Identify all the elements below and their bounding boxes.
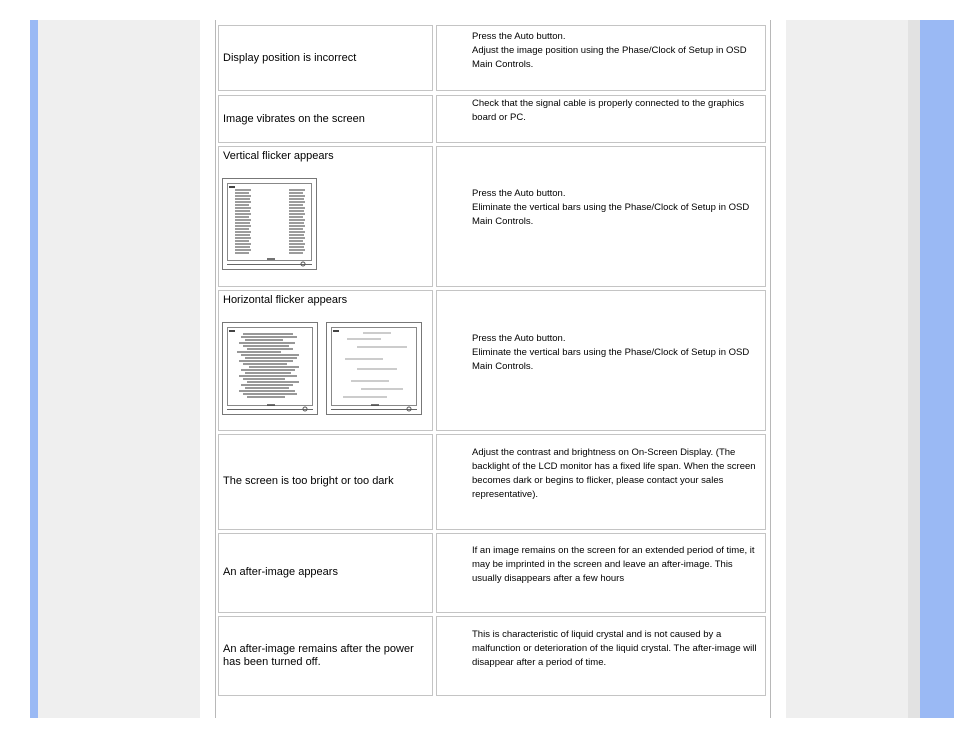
table-row xyxy=(218,290,766,431)
solution-cell xyxy=(436,95,766,143)
table-row xyxy=(218,95,766,143)
problem-text: Image vibrates on the screen xyxy=(223,113,365,125)
table-row xyxy=(218,616,766,696)
solution-cell xyxy=(436,533,766,613)
solution-line: If an image remains on the screen for an extended period of time, it may be imprinted in the screen and leave an after-image. This usually disappears after a few hours xyxy=(472,545,755,584)
problem-cell xyxy=(218,95,433,143)
right-margin-strip xyxy=(908,20,920,718)
problem-cell xyxy=(218,616,433,696)
horizontal-flicker-pattern-image xyxy=(222,322,318,415)
solution-line: This is characteristic of liquid crystal and is not caused by a malfunction or deterioration of the liquid crystal. The after-image will disappear after a period of time. xyxy=(472,629,757,668)
problem-cell xyxy=(218,533,433,613)
solution-line: Press the Auto button. xyxy=(472,333,566,344)
content-left-rule xyxy=(215,20,216,718)
solution-line: Press the Auto button. xyxy=(472,31,566,42)
problem-text: An after-image appears xyxy=(223,566,338,578)
horizontal-flicker-corrected-image xyxy=(326,322,422,415)
table-row xyxy=(218,533,766,613)
table-row xyxy=(218,25,766,91)
problem-text: Vertical flicker appears xyxy=(223,150,334,162)
right-accent-bar xyxy=(920,20,954,718)
content-right-rule xyxy=(770,20,771,718)
problem-cell xyxy=(218,146,433,287)
right-margin-panel xyxy=(786,20,920,718)
table-row xyxy=(218,146,766,287)
problem-text: An after-image remains after the power has been turned off. xyxy=(223,643,414,668)
solution-cell xyxy=(436,146,766,287)
solution-cell xyxy=(436,616,766,696)
solution-line: Eliminate the vertical bars using the Phase/Clock of Setup in OSD Main Controls. xyxy=(472,347,750,372)
solution-cell xyxy=(436,290,766,431)
problem-text: The screen is too bright or too dark xyxy=(223,475,394,487)
solution-line: Check that the signal cable is properly connected to the graphics board or PC. xyxy=(472,98,744,123)
solution-cell xyxy=(436,434,766,530)
vertical-flicker-pattern-image xyxy=(222,178,317,270)
solution-line: Adjust the contrast and brightness on On-Screen Display. (The backlight of the LCD monitor has a fixed life span. When the screen becomes dark or begins to flicker, please contact your sales representative). xyxy=(472,447,756,500)
table-row xyxy=(218,434,766,530)
left-margin-panel xyxy=(38,20,200,718)
solution-cell xyxy=(436,25,766,91)
problem-cell xyxy=(218,290,433,431)
problem-text: Horizontal flicker appears xyxy=(223,294,348,306)
solution-line: Press the Auto button. xyxy=(472,188,566,199)
problem-cell xyxy=(218,434,433,530)
problem-cell xyxy=(218,25,433,91)
left-accent-bar xyxy=(30,20,38,718)
problem-text: Display position is incorrect xyxy=(223,52,357,64)
solution-line: Adjust the image position using the Phase/Clock of Setup in OSD Main Controls. xyxy=(472,45,747,70)
solution-line: Eliminate the vertical bars using the Phase/Clock of Setup in OSD Main Controls. xyxy=(472,202,750,227)
